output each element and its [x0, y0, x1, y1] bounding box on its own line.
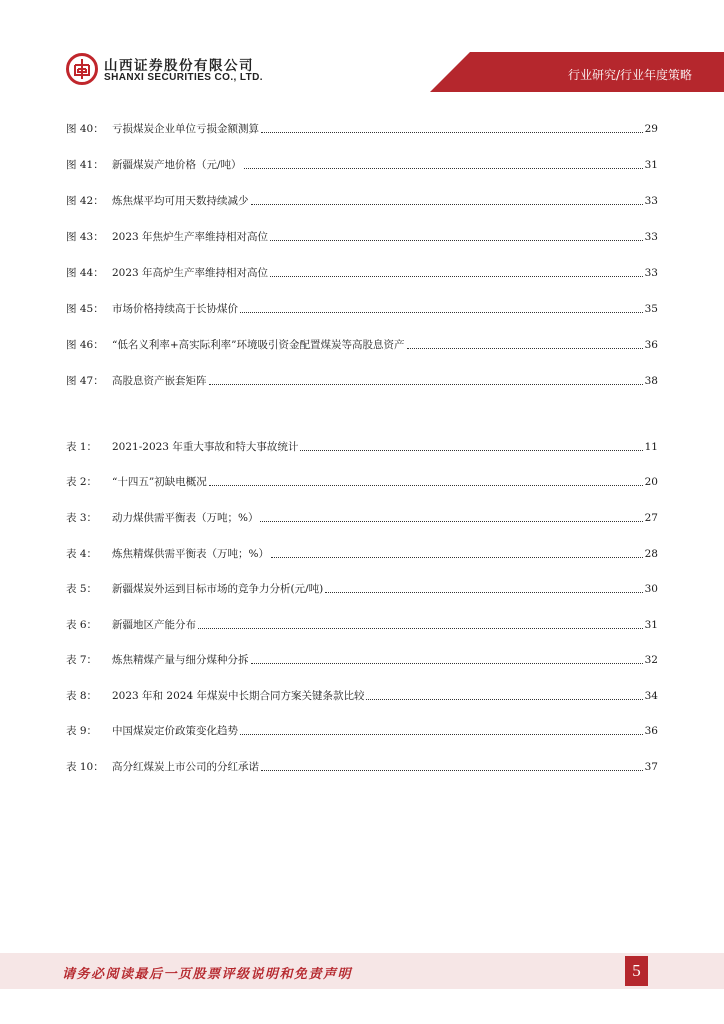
toc-label: 表 8：: [66, 690, 98, 702]
toc-title: 动力煤供需平衡表（万吨；%）: [112, 512, 259, 524]
toc-entry[interactable]: [66, 300, 658, 316]
toc-entry[interactable]: [66, 616, 658, 632]
toc-leader-dots: [300, 449, 642, 451]
toc-leader-dots: [261, 769, 643, 771]
toc-leader-dots: [270, 275, 643, 277]
toc-title: 炼焦煤平均可用天数持续减少: [112, 195, 249, 207]
toc-label: 图 46：: [66, 339, 104, 351]
report-section-label: 行业研究/行业年度策略: [567, 68, 692, 82]
toc-title: 新疆煤炭产地价格（元/吨）: [112, 159, 242, 171]
disclaimer-notice: 请务必阅读最后一页股票评级说明和免责声明: [62, 967, 353, 982]
toc-leader-dots: [251, 203, 643, 205]
toc-label: 图 45：: [66, 303, 104, 315]
toc-label: 图 41：: [66, 159, 104, 171]
toc-entry[interactable]: [66, 264, 658, 280]
page-number-badge: 5: [625, 956, 648, 986]
toc-leader-dots: [240, 733, 643, 735]
toc-label: 表 1：: [66, 441, 98, 453]
toc-page-number: 27: [644, 512, 658, 524]
toc-entry[interactable]: [66, 336, 658, 352]
toc-leader-dots: [251, 662, 643, 664]
toc-entry[interactable]: [66, 438, 658, 454]
toc-leader-dots: [270, 239, 643, 241]
toc-page-number: 30: [644, 583, 658, 595]
toc-title: 2023 年和 2024 年煤炭中长期合同方案关键条款比较: [112, 690, 365, 702]
toc-page-number: 34: [644, 690, 658, 702]
toc-entry[interactable]: [66, 473, 658, 489]
toc-entry[interactable]: [66, 580, 658, 596]
toc-title: 高股息资产嵌套矩阵: [112, 375, 207, 387]
toc-label: 图 42：: [66, 195, 104, 207]
toc-label: 表 6：: [66, 619, 98, 631]
toc-page-number: 32: [644, 654, 658, 666]
toc-page-number: 33: [644, 267, 658, 279]
toc-title: 2023 年焦炉生产率维持相对高位: [112, 231, 269, 243]
toc-title: 高分红煤炭上市公司的分红承诺: [112, 761, 259, 773]
toc-label: 表 9：: [66, 725, 98, 737]
toc-page-number: 11: [644, 441, 658, 453]
company-logo-icon: [66, 53, 98, 85]
toc-entry[interactable]: [66, 651, 658, 667]
toc-entry[interactable]: [66, 758, 658, 774]
toc-page-number: 38: [644, 375, 658, 387]
toc-title: 市场价格持续高于长协煤价: [112, 303, 238, 315]
toc-title: 中国煤炭定价政策变化趋势: [112, 725, 238, 737]
toc-page-number: 35: [644, 303, 658, 315]
toc-leader-dots: [366, 698, 642, 700]
toc-label: 图 47：: [66, 375, 104, 387]
toc-title: 炼焦精煤供需平衡表（万吨；%）: [112, 548, 269, 560]
toc-entry[interactable]: [66, 372, 658, 388]
toc-label: 表 7：: [66, 654, 98, 666]
toc-leader-dots: [198, 627, 643, 629]
company-name-en: SHANXI SECURITIES CO., LTD.: [104, 72, 263, 83]
toc-leader-dots: [240, 311, 643, 313]
toc-leader-dots: [260, 520, 642, 522]
toc-title: 2023 年高炉生产率维持相对高位: [112, 267, 269, 279]
toc-leader-dots: [209, 484, 643, 486]
toc-label: 表 2：: [66, 476, 98, 488]
toc-label: 表 5：: [66, 583, 98, 595]
toc-leader-dots: [407, 347, 643, 349]
toc-title: “十四五”初缺电概况: [112, 476, 207, 488]
toc-leader-dots: [209, 383, 643, 385]
page-header: [0, 0, 724, 92]
toc-label: 图 43：: [66, 231, 104, 243]
toc-title: 亏损煤炭企业单位亏损金额测算: [112, 123, 259, 135]
toc-entry[interactable]: [66, 228, 658, 244]
toc-entry[interactable]: [66, 120, 658, 136]
toc-page-number: 36: [644, 339, 658, 351]
toc-leader-dots: [325, 591, 642, 593]
toc-page-number: 33: [644, 195, 658, 207]
toc-label: 图 40：: [66, 123, 104, 135]
toc-title: 新疆地区产能分布: [112, 619, 196, 631]
toc-entry[interactable]: [66, 545, 658, 561]
toc-label: 表 3：: [66, 512, 98, 524]
page-footer: [0, 953, 724, 989]
toc-page-number: 20: [644, 476, 658, 488]
toc-title: 新疆煤炭外运到目标市场的竞争力分析(元/吨): [112, 583, 324, 595]
toc-leader-dots: [271, 556, 643, 558]
toc-label: 表 4：: [66, 548, 98, 560]
toc-page-number: 36: [644, 725, 658, 737]
toc-entry[interactable]: [66, 192, 658, 208]
toc-page-number: 28: [644, 548, 658, 560]
toc-label: 图 44：: [66, 267, 104, 279]
toc-page-number: 37: [644, 761, 658, 773]
toc-label: 表 10：: [66, 761, 104, 773]
toc-title: 炼焦精煤产量与细分煤种分拆: [112, 654, 249, 666]
toc-entry[interactable]: [66, 687, 658, 703]
toc-entry[interactable]: [66, 509, 658, 525]
toc-page-number: 31: [644, 619, 658, 631]
toc-entry[interactable]: [66, 156, 658, 172]
toc-leader-dots: [261, 131, 643, 133]
toc-leader-dots: [244, 167, 643, 169]
toc-entry[interactable]: [66, 722, 658, 738]
toc-page-number: 31: [644, 159, 658, 171]
toc-page-number: 33: [644, 231, 658, 243]
toc-page-number: 29: [644, 123, 658, 135]
toc-title: 2021-2023 年重大事故和特大事故统计: [112, 441, 299, 453]
toc-title: “低名义利率+高实际利率”环境吸引资金配置煤炭等高股息资产: [112, 339, 405, 351]
company-name-cn: 山西证券股份有限公司: [104, 58, 254, 74]
